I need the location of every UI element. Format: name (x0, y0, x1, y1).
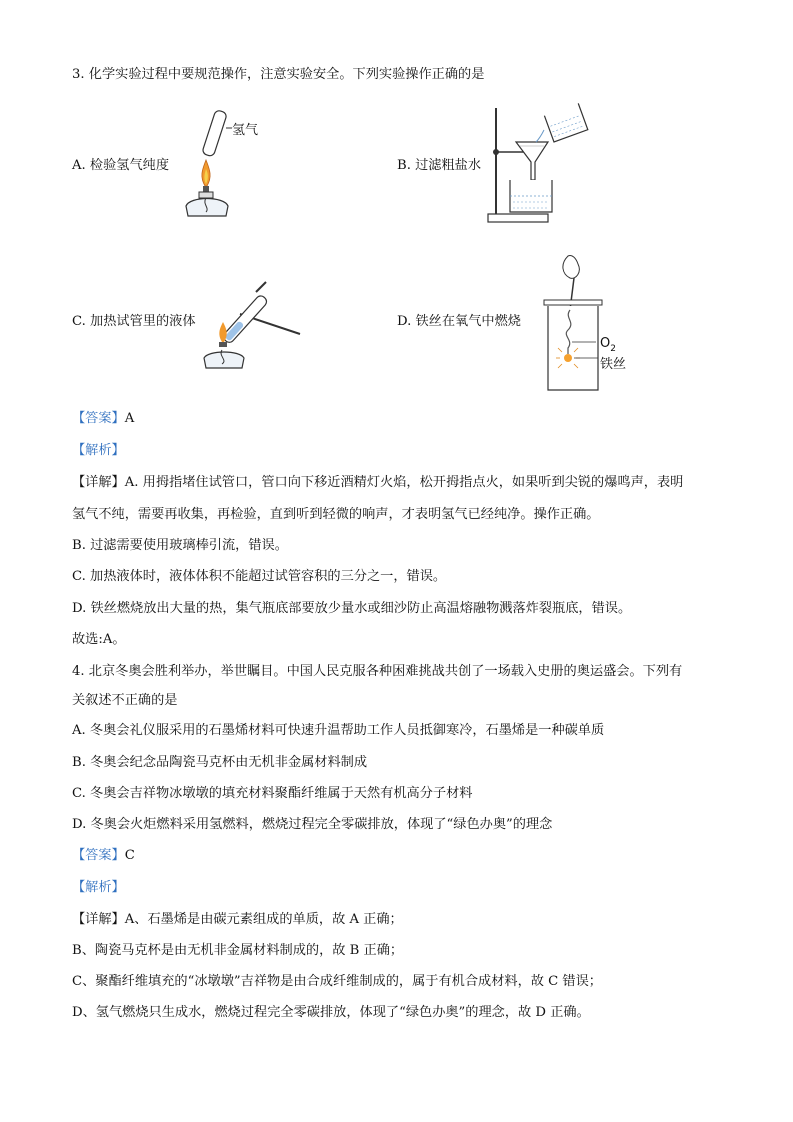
q3-analysis-tag: 【解析】 (72, 443, 125, 458)
q3-option-a: A. 检验氢气纯度 (72, 158, 170, 173)
hydrogen-label: 氢气 (232, 123, 259, 138)
q3-detail-line: 氢气不纯，需要再收集，再检验，直到听到轻微的响声，才表明氢气已经纯净。操作正确。 (72, 507, 600, 522)
q4-detail-line: D、氢气燃烧只生成水，燃烧过程完全零碳排放，体现了“绿色办奥”的理念，故 D 正确。 (72, 1005, 590, 1020)
q3-stem: 3. 化学实验过程中要规范操作，注意实验安全。下列实验操作正确的是 (72, 67, 485, 82)
q3-detail-line: C. 加热液体时，液体体积不能超过试管容积的三分之一，错误。 (72, 569, 447, 584)
filtration-figure (486, 100, 596, 228)
detail-tag: 【详解】 (72, 475, 125, 490)
q3-answer (72, 410, 134, 428)
q4-analysis-tag: 【解析】 (72, 880, 125, 895)
answer-value: A (124, 411, 135, 426)
q3-conclusion: 故选:A。 (72, 632, 126, 647)
q4-detail-line: C、聚酯纤维填充的“冰墩墩”吉祥物是由合成纤维制成的，属于有机合成材料，故 C 错误； (72, 974, 602, 989)
q3-detail-line: 【详解】A. 用拇指堵住试管口，管口向下移近酒精灯火焰，松开拇指点火，如果听到尖锐的爆鸣声，表明 (72, 475, 684, 490)
q4-option-a: A. 冬奥会礼仪服采用的石墨烯材料可快速升温帮助工作人员抵御寒冷，石墨烯是一种碳单质 (72, 723, 605, 738)
iron-wire-combustion-figure (540, 250, 640, 395)
q4-stem: 关叙述不正确的是 (72, 693, 178, 708)
hydrogen-purity-test-figure (178, 108, 268, 223)
q4-answer (72, 847, 135, 865)
q3-detail-line: B. 过滤需要使用玻璃棒引流，错误。 (72, 538, 288, 553)
answer-tag: 【答案】 (72, 848, 125, 863)
q4-option-c: C. 冬奥会吉祥物冰墩墩的填充材料聚酯纤维属于天然有机高分子材料 (72, 786, 473, 801)
answer-value: C (124, 848, 135, 863)
q3-option-b: B. 过滤粗盐水 (397, 158, 482, 173)
q3-detail-line: D. 铁丝燃烧放出大量的热，集气瓶底部要放少量水或细沙防止高温熔融物溅落炸裂瓶底，错误。 (72, 601, 632, 616)
o2-label: $O_2$ (600, 336, 616, 354)
q4-option-b: B. 冬奥会纪念品陶瓷马克杯由无机非金属材料制成 (72, 755, 368, 770)
heating-liquid-figure (200, 272, 310, 372)
q4-option-d: D. 冬奥会火炬燃料采用氢燃料，燃烧过程完全零碳排放，体现了“绿色办奥”的理念 (72, 817, 553, 832)
answer-tag: 【答案】 (72, 411, 125, 426)
q3-option-d: D. 铁丝在氧气中燃烧 (397, 314, 521, 329)
q4-detail-line: 【详解】A、石墨烯是由碳元素组成的单质，故 A 正确； (72, 912, 403, 927)
q3-option-c: C. 加热试管里的液体 (72, 314, 196, 329)
iron-wire-label: 铁丝 (600, 357, 627, 372)
q4-detail-line: B、陶瓷马克杯是由无机非金属材料制成的，故 B 正确； (72, 943, 404, 958)
q4-stem: 4. 北京冬奥会胜利举办，举世瞩目。中国人民克服各种困难挑战共创了一场载入史册的奥运盛会。下列有 (72, 664, 683, 679)
